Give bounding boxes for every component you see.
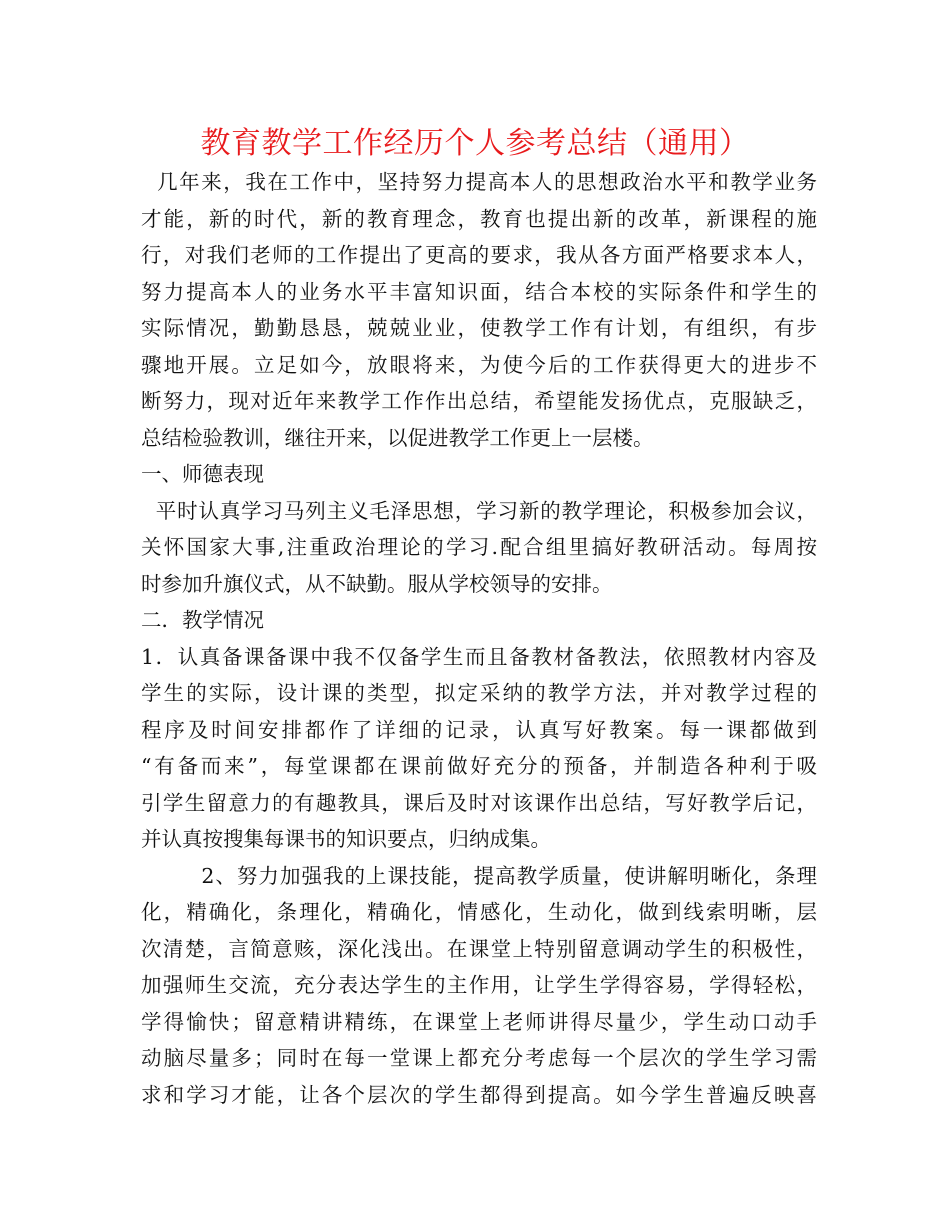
text-line: 学得愉快；留意精讲精练，在课堂上老师讲得尽量少，学生动口动手 [141, 1009, 817, 1034]
text-line: 骤地开展。立足如今，放眼将来，为使今后的工作获得更大的进步不 [141, 352, 817, 377]
text-line: “有备而来”，每堂课都在课前做好充分的预备，并制造各种利于吸 [141, 754, 817, 778]
text-line: 程序及时间安排都作了详细的记录，认真写好教案。每一课都做到 [141, 717, 817, 742]
document-body [141, 164, 817, 1113]
text-line: 并认真按搜集每课书的知识要点，归纳成集。 [141, 827, 551, 851]
text-line: 几年来，我在工作中，坚持努力提高本人的思想政治水平和教学业务 [141, 170, 817, 194]
text-line: 学生的实际，设计课的类型，拟定采纳的教学方法，并对教学过程的 [141, 681, 817, 705]
text-line: 次清楚，言简意赅，深化浅出。在课堂上特别留意调动学生的积极性， [141, 936, 817, 961]
text-line: 一、师德表现 [141, 462, 264, 486]
text-line: 时参加升旗仪式，从不缺勤。服从学校领导的安排。 [141, 571, 613, 596]
text-line: 行，对我们老师的工作提出了更高的要求，我从各方面严格要求本人， [141, 243, 817, 267]
text-line: 2、努力加强我的上课技能，提高教学质量，使讲解明晰化，条理 [141, 863, 817, 888]
text-line: 断努力，现对近年来教学工作作出总结，希望能发扬优点，克服缺乏， [141, 389, 817, 413]
text-line: 平时认真学习马列主义毛泽思想，学习新的教学理论，积极参加会议， [141, 498, 817, 523]
text-line: 二．教学情况 [141, 608, 264, 632]
text-line: 求和学习才能，让各个层次的学生都得到提高。如今学生普遍反映喜 [141, 1082, 817, 1107]
document-title: 教育教学工作经历个人参考总结（通用） [200, 126, 750, 161]
text-line: 总结检验教训，继往开来，以促进教学工作更上一层楼。 [141, 425, 654, 450]
text-line: 实际情况，勤勤恳恳，兢兢业业，使教学工作有计划，有组织，有步 [141, 316, 817, 340]
text-line: 1．认真备课备课中我不仅备学生而且备教材备教法，依照教材内容及 [141, 644, 817, 669]
text-line: 加强师生交流，充分表达学生的主作用，让学生学得容易，学得轻松， [141, 973, 817, 997]
text-line: 化，精确化，条理化，精确化，情感化，生动化，做到线索明晰，层 [141, 900, 817, 924]
text-line: 引学生留意力的有趣教具，课后及时对该课作出总结，写好教学后记， [141, 790, 817, 815]
text-line: 动脑尽量多；同时在每一堂课上都充分考虑每一个层次的学生学习需 [141, 1046, 817, 1070]
text-line: 努力提高本人的业务水平丰富知识面，结合本校的实际条件和学生的 [141, 279, 817, 304]
text-line: 才能，新的时代，新的教育理念，教育也提出新的改革，新课程的施 [141, 206, 817, 231]
text-line: 关怀国家大事,注重政治理论的学习.配合组里搞好教研活动。每周按 [141, 535, 817, 559]
